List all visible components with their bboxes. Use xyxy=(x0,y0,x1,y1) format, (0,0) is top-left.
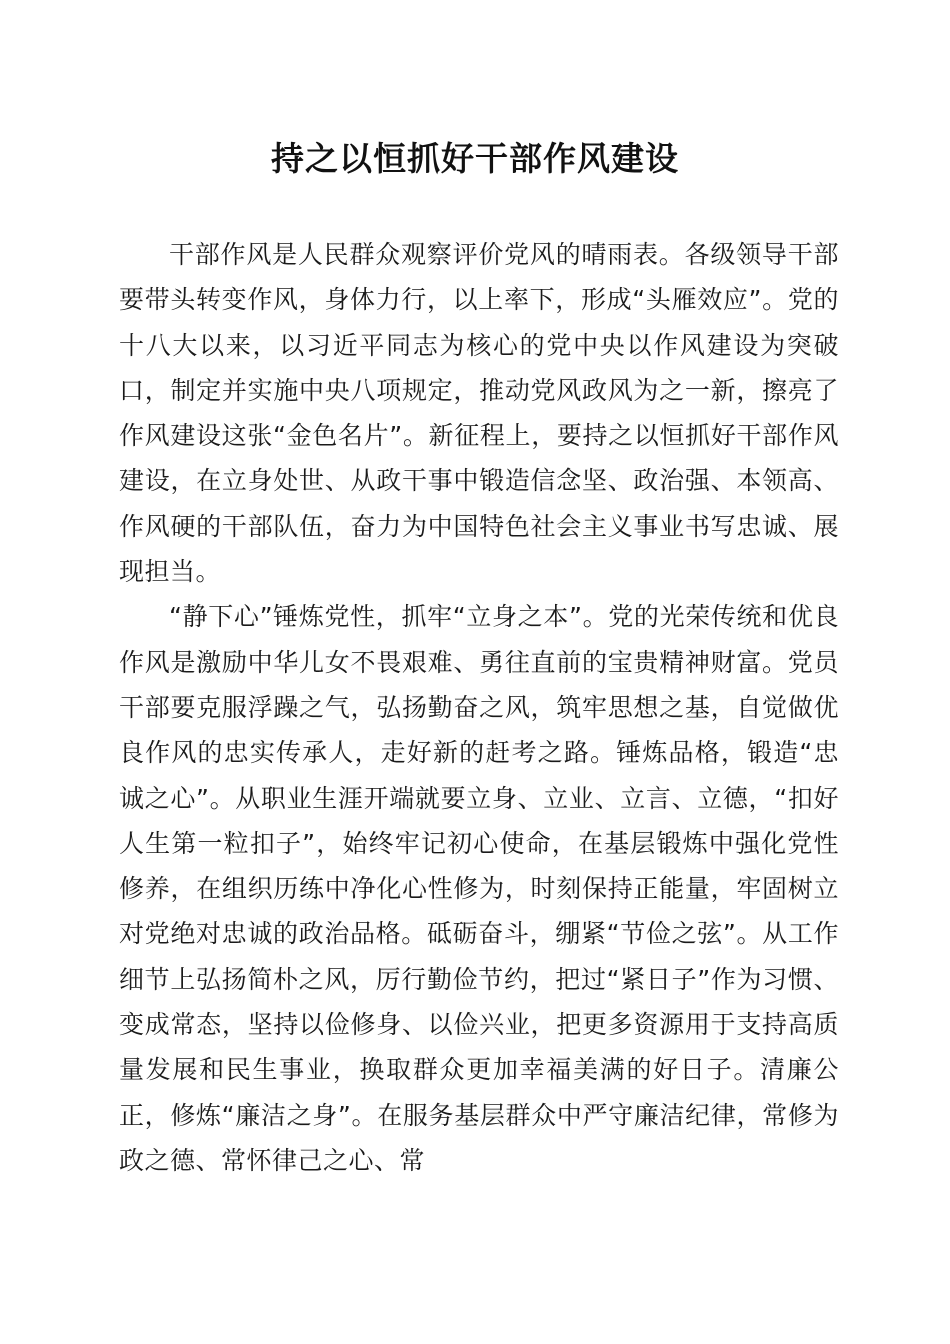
document-body xyxy=(119,232,839,1183)
document-title: 持之以恒抓好干部作风建设 xyxy=(271,139,679,178)
paragraph-intro: 干部作风是人民群众观察评价党风的晴雨表。各级领导干部要带头转变作风，身体力行，以上率下，形成“头雁效应”。党的十八大以来，以习近平同志为核心的党中央以作风建设为突破口，制定并实施中央八项规定，推动党风政风为之一新，擦亮了作风建设这张“金色名片”。新征程上，要持之以恒抓好干部作风建设，在立身处世、从政干事中锻造信念坚、政治强、本领高、作风硬的干部队伍，奋力为中国特色社会主义事业书写忠诚、展现担当。 xyxy=(119,240,839,587)
paragraph-party-spirit: “静下心”锤炼党性，抓牢“立身之本”。党的光荣传统和优良作风是激励中华儿女不畏艰难、勇往直前的宝贵精神财富。党员干部要克服浮躁之气，弘扬勤奋之风，筑牢思想之基，自觉做优良作风的忠实传承人，走好新的赶考之路。锤炼品格，锻造“忠诚之心”。从职业生涯开端就要立身、立业、立言、立德，“扣好人生第一粒扣子”，始终牢记初心使命，在基层锻炼中强化党性修养，在组织历练中净化心性修为，时刻保持正能量，牢固树立对党绝对忠诚的政治品格。砥砺奋斗，绷紧“节俭之弦”。从工作细节上弘扬简朴之风，厉行勤俭节约，把过“紧日子”作为习惯、变成常态，坚持以俭修身、以俭兴业，把更多资源用于支持高质量发展和民生事业，换取群众更加幸福美满的好日子。清廉公正，修炼“廉洁之身”。在服务基层群众中严守廉洁纪律，常修为政之德、常怀律己之心、常 xyxy=(119,602,839,1175)
